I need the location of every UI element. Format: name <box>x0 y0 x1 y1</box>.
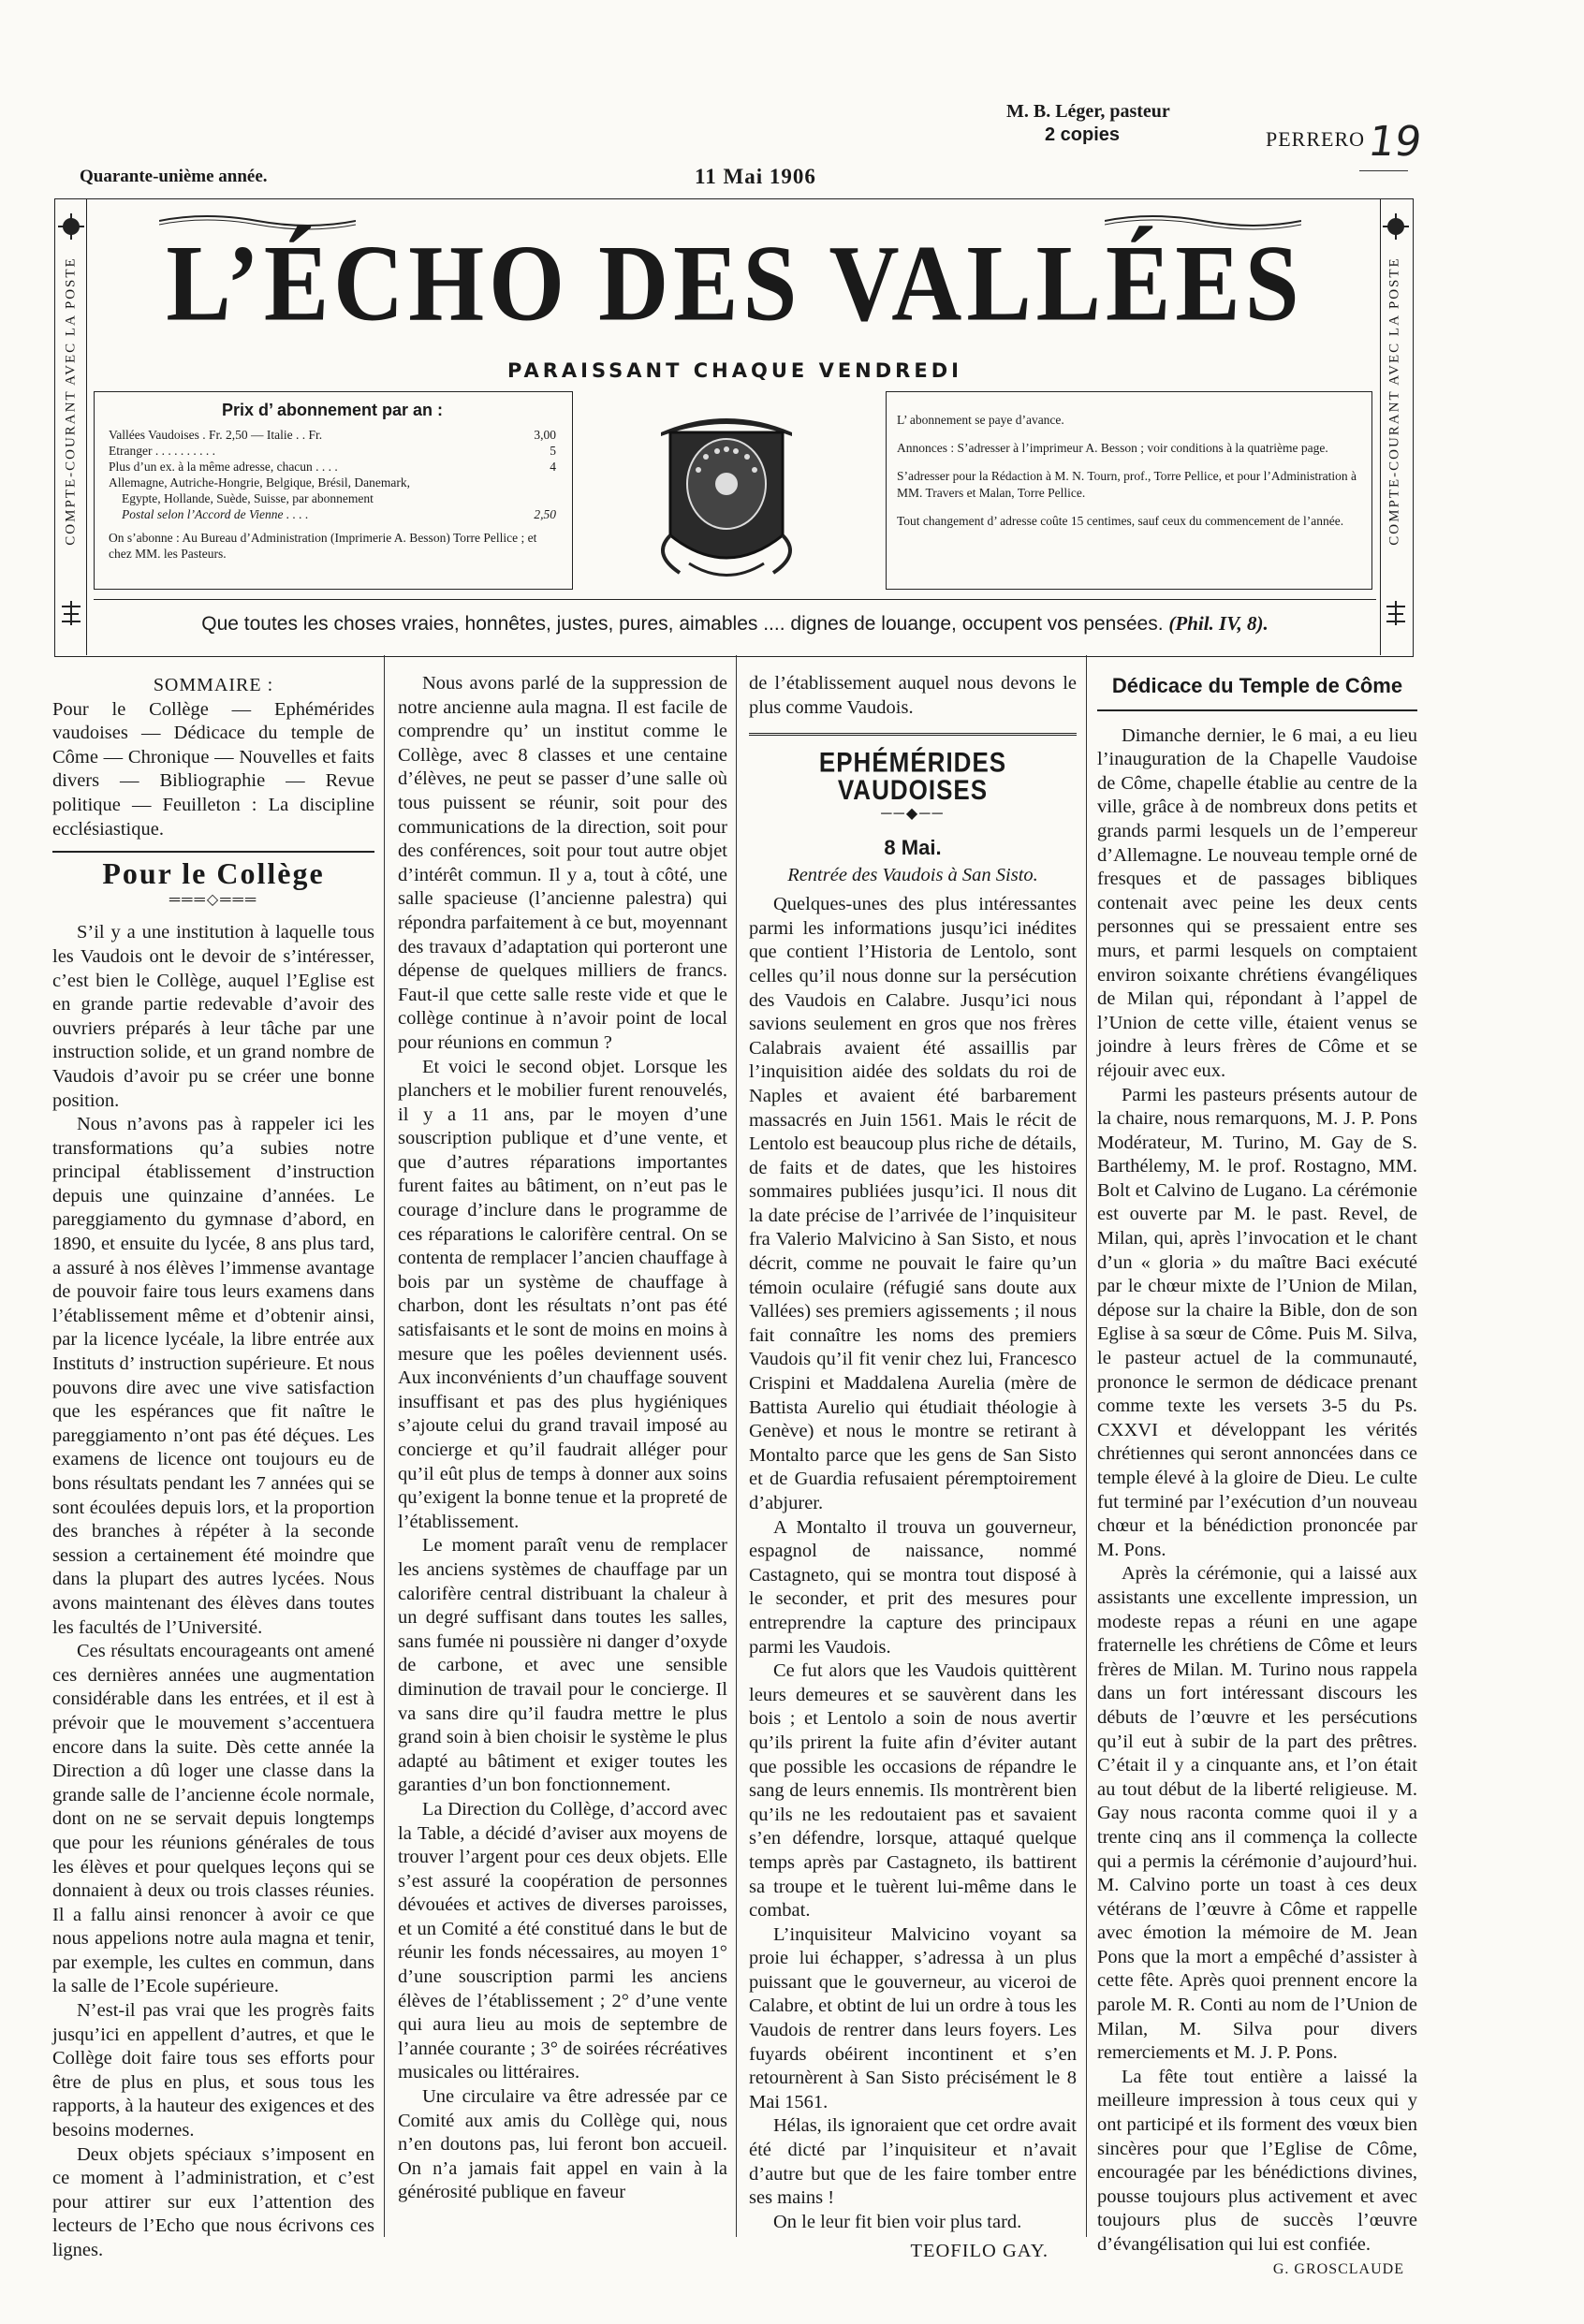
column-separator <box>1086 655 1087 2237</box>
ornament-icon: ──◆── <box>881 806 945 823</box>
sommaire-title: SOMMAIRE : <box>153 675 274 695</box>
vaudois-emblem-icon <box>633 395 820 590</box>
motto-rule <box>94 599 1376 600</box>
price-row: Postal selon l’Accord de Vienne . . . . 2,50 <box>122 507 556 521</box>
notice: Tout changement d’ adresse coûte 15 centimes, sauf ceux du commencement de l’année. <box>897 514 1344 528</box>
motto <box>94 612 1376 636</box>
side-label-right: COMPTE-COURANT AVEC LA POSTE <box>1386 256 1402 546</box>
paragraph: A Montalto il trouva un gouverneur, espagnol de naissance, nommé Castagneto, qui se montra tout disposé à le seconder, et prit des mesures pour entreprendre la capture des principaux parmi les Vaudois. <box>749 1516 1077 1658</box>
divider <box>749 733 1077 736</box>
signature: G. GROSCLAUDE <box>1272 2260 1404 2277</box>
column-separator <box>384 655 385 2237</box>
column-4 <box>1097 672 1417 2281</box>
newspaper-title: L’ÉCHO DES VALLÉES <box>166 223 1304 344</box>
paragraph: Hélas, ils ignoraient que cet ordre avait été dicté par l’inquisiteur et n’avait d’autre but que de les faire tomber entre ses mains ! <box>749 2115 1077 2209</box>
divider <box>52 851 374 853</box>
paragraph: La Direction du Collège, d’accord avec la Table, a décidé d’aviser aux moyens de trouver l’argent pour ces deux objets. Elle s’est assuré la coopération de personnes dévouées et actives de diverses paroisses, et un Comité a été constitué dans le but de réunir les fonds nécessaires, au moyen 1° d’une souscription parmi les anciens élèves de l’établissement ; 2° d’une vente qui aura lieu au mois de septembre de l’année courante ; 3° de soirées récréatives musicales ou littéraires. <box>398 1798 727 2083</box>
paragraph: Ces résultats encourageants ont amené ces dernières années une augmentation considérable dans les entrées, et il est à prévoir que le mouvement s’accentuera encore dans la suite. Dès cette année la Direction a dû loger une classe dans la grande salle de l’ancienne école normale, dont on ne se servait depuis longtemps que pour les réunions générales de tous les élèves et pour quelques leçons qui se donnaient à deux ou trois classes réunies. Il a fallu ainsi renoncer à avoir ce que nous appelions notre aula magna et tenir, par exemple, les cultes en commun, dans la salle de l’Ecole supérieure. <box>52 1641 374 1997</box>
addressee: M. B. Léger, pasteur <box>1006 101 1170 122</box>
paragraph: Après la cérémonie, qui a laissé aux assistants une excellente impression, un modeste repas a réuni en une agape fraternelle les chrétiens de Côme et leurs frères de Milan. M. Turino nous rappela dans un fort intéressant discours les débuts de l’œuvre et les persécutions qu’il eut à subir de la part des prêtres. C’était il y a cinquante ans, et l’on était au tout début de la liberté religieuse. M. Gay nous raconta comme quoi il y a trente cinq ans il commença la collecte qui a permis la cérémonie d’aujourd’hui. M. Calvino porte un toast à ces deux vétérans de l’œuvre à Côme et rappelle avec émotion la mémoire de M. Jean Pons que la mort a empêché d’assister à cette fête. Après quoi prennent encore la parole M. R. Conti au nom de l’Union de Milan, M. Silva pour divers remerciements et M. J. P. Pons. <box>1097 1563 1417 2064</box>
paragraph: On le leur fit bien voir plus tard. <box>773 2211 1022 2232</box>
article-title-ephemerides: EPHÉMÉRIDES VAUDOISES <box>818 745 1007 806</box>
price-row: Allemagne, Autriche-Hongrie, Belgique, Brésil, Danemark, <box>109 475 411 490</box>
price-row: Egypte, Hollande, Suède, Suisse, par abonnement <box>122 491 374 505</box>
side-label-left: COMPTE-COURANT AVEC LA POSTE <box>63 256 79 546</box>
paragraph: de l’établissement auquel nous devons le plus comme Vaudois. <box>749 673 1077 718</box>
place-stamp: PERRERO <box>1266 127 1366 151</box>
column-2 <box>398 672 727 2205</box>
price-row: Vallées Vaudoises . Fr. 2,50 — Italie . . Fr. 3,00 <box>109 428 556 442</box>
paragraph: S’il y a une institution à laquelle tous les Vaudois ont le devoir de s’intéresser, c’est bien le Collège, auquel l’Eglise est en grande partie redevable d’avoir des ouvriers préparés à leur tâche par une instruction solide, et un grand nombre de Vaudois d’avoir pu se créer une bonne position. <box>52 922 374 1111</box>
notices <box>897 412 1360 530</box>
issue-date: 11 Mai 1906 <box>695 165 816 188</box>
paragraph: Quelques-unes des plus intéressantes parmi les informations jusqu’ici inédites que contient l’Historia de Lentolo, sont celles qu’il nous donne sur la persécution des Vaudois en Calabre. Jusqu’ici nous savions seulement en gros que nos frères Calabrais avaient été assaillis par l’inquisition aidée des soldats du roi de Naples et avaient été barbarement massacrés en Juin 1561. Mais le récit de Lentolo est beaucoup plus riche de détails, de faits et de dates, que les histoires sommaires publiées jusqu’ici. Il nous dit la date précise de l’arrivée de l’inquisiteur fra Valerio Malvicino à San Sisto, et nous décrit, comme ne pouvait le faire qu’un témoin oculaire (réfugié sans doute aux Vallées) ses premiers agissements ; il nous fait connaître les noms des premiers Vaudois qu’il fit venir chez lui, Francesco Crispini et Maddalena Aurelia (mère de Battista Aurelio qui étudiait théologie à Genève) et nous le montre se retirant à Montalto parce que les gens de San Sisto et de Guardia refusaient péremptoirement d’abjurer. <box>749 894 1077 1513</box>
price-row: Etranger . . . . . . . . . . 5 <box>109 444 556 458</box>
notice: S’adresser pour la Rédaction à M. N. Tourn, prof., Torre Pellice, et pour l’Administration à MM. Travers et Malan, Torre Pellice. <box>897 469 1357 500</box>
paragraph: Nous avons parlé de la suppression de notre ancienne aula magna. Il est facile de comprendre qu’ un institut comme le Collège, avec 8 classes et une centaine d’élèves, ne peut se passer d’une salle où tous puissent se réunir, soit pour des communications de la direction, soit pour des conférences, soit pour tout autre objet d’intérêt commun. Il y a, tout à côté, une salle spacieuse (l’ancienne palestra) qui répondra parfaitement à ce but, moyennant des travaux d’adaptation qui porteront une dépense de quelques milliers de francs. Faut-il que cette salle reste vide et que le collège continue à n’avoir point de local pour réunions en commun ? <box>398 673 727 1053</box>
number-underline <box>1359 170 1408 171</box>
paragraph: Dimanche dernier, le 6 mai, a eu lieu l’inauguration de la Chapelle Vaudoise de Côme, chapelle établie au centre de la ville, grâce à de nombreux dons petits et grands parmi lesquels un de l’empereur d’Allemagne. Le nouveau temple orné de fresques et de passages bibliques contenait avec peine les deux cents personnes qui se pressaient entre ses murs, et parmi lesquels on comptaient environ soixante chrétiens évangéliques de Milan qui, répondant à l’appel de l’Union de cette ville, étaient venus se joindre à leurs frères de Côme et se réjouir avec eux. <box>1097 724 1417 1081</box>
article-title-dedicace: Dédicace du Temple de Côme <box>1111 674 1403 697</box>
sommaire-text: Pour le Collège — Ephémérides vaudoises — Dédicace du temple de Côme — Chronique — Nouvelles et faits divers — Bibliographie — Revue politique — Feuilleton : La discipline ecclésiastique. <box>52 698 374 840</box>
motto-reference: (Phil. IV, 8). <box>1168 612 1269 635</box>
paragraph: Deux objets spéciaux s’imposent en ce moment à l’administration, et c’est pour attirer sur eux l’attention des lecteurs de l’Echo que nous écrivons ces lignes. <box>52 2143 374 2260</box>
notice: Annonces : S’adresser à l’imprimeur A. Besson ; voir conditions à la quatrième page. <box>897 441 1328 455</box>
subscription-rows <box>109 427 556 562</box>
copies: 2 copies <box>1045 124 1121 145</box>
price-row: Plus d’un ex. à la même adresse, chacun . . . . 4 <box>109 460 556 474</box>
column-1 <box>52 672 374 2263</box>
column-separator <box>736 655 737 2237</box>
article-title-college: Pour le Collège <box>102 856 325 891</box>
subscription-title: Prix d’ abonnement par an : <box>221 401 444 419</box>
paragraph: Le moment paraît venu de remplacer les anciens systèmes de chauffage par un calorifère central distribuant la chaleur à un degré suffisant dans toutes les salles, sans fumée ni poussière ni danger d’oxyde de carbone, et avec une sensible diminution de travail pour le concierge. Il va sans dire qu’il faudra mettre le plus grand soin à bien choisir le système le plus adapté au bâtiment et exiger toutes les garanties d’un bon fonctionnement. <box>398 1535 727 1796</box>
paragraph: Parmi les pasteurs présents autour de la chaire, nous remarquons, M. J. P. Pons Modérateur, M. Turino, M. Gay de S. Barthélemy, M. le prof. Rostagno, MM. Bolt et Calvino de Lugano. La cérémonie est ouverte par M. le past. Revel, de Milan, qui, après l’invocation et le chant d’un « gloria » du maître Baci exécuté par le chœur mixte de l’Union de Milan, dépose sur la chaire la Bible, don de son Eglise à sa sœur de Côme. Puis M. Silva, le pasteur actuel de la communauté, prononce le sermon de dédicace prenant comme texte les versets 3-5 du Ps. CXXVI et développant les vérités chrétiennes qui seront annoncées dans ce temple élevé à la gloire de Dieu. Le culte fut terminé par l’exécution d’un nouveau chœur et la bénédiction prononcée par M. Pons. <box>1097 1084 1417 1560</box>
subscription-note: On s’abonne : Au Bureau d’Administration (Imprimerie A. Besson) Torre Pellice ; et chez MM. les Pasteurs. <box>109 531 537 561</box>
notice: L’ abonnement se paye d’avance. <box>897 413 1064 427</box>
motto-text: Que toutes les choses vraies, honnêtes, justes, pures, aimables .... dignes de louange, occupent vos pensées. <box>201 613 1164 635</box>
newspaper-subtitle: PARAISSANT CHAQUE VENDREDI <box>507 359 962 382</box>
ornament-icon: ═══◇═══ <box>169 891 258 908</box>
paragraph: Une circulaire va être adressée par ce Comité aux amis du Collège qui, nous n’en doutons pas, lui feront bon accueil. On n’a jamais fait appel en vain à la générosité publique en faveur <box>398 2086 727 2203</box>
paragraph: L’inquisiteur Malvicino voyant sa proie lui échapper, s’adressa à un plus puissant que le gouverneur, au viceroi de Calabre, et obtint de lui un ordre à tous les Vaudois de rentrer dans leurs foyers. Les fuyards obéirent incontinent et s’en retournèrent à San Sisto précisément le 8 Mai 1561. <box>749 1923 1077 2112</box>
paragraph: N’est-il pas vrai que les progrès faits jusqu’ici en appellent d’autres, et que le Collège doit faire tous ses efforts pour être de plus en plus, et sous tous les rapports, à la hauteur des exigences et des besoins modernes. <box>52 2000 374 2141</box>
ephemeride-subtitle: Rentrée des Vaudois à San Sisto. <box>787 864 1038 885</box>
paragraph: Nous n’avons pas à rappeler ici les transformations qu’a subies notre principal établissement d’instruction depuis une quinzaine d’années. Le pareggiamento du gymnase d’abord, en 1890, et ensuite du lycée, 8 ans plus tard, a assuré à nos élèves l’immense avantage de pouvoir faire tous leurs examens dans l’établissement même et d’obtenir ainsi, par la licence lycéale, la libre entrée aux Instituts d’ instruction supérieure. Et nous pouvons dire avec une vive satisfaction que les espérances que fit naître le pareggiamento n’ont pas été déçues. Les examens de licence ont toujours eu de bons résultats pendant les 7 années qui se sont écoulées depuis lors, et la proportion des branches à répéter à la seconde session a certainement été moindre que dans la plupart des autres lycées. Nous avons maintenant des élèves dans toutes les facultés de l’Université. <box>52 1114 374 1638</box>
signature: TEOFILO GAY. <box>910 2241 1049 2262</box>
year-label: Quarante-unième année. <box>80 167 268 186</box>
paragraph: La fête tout entière a laissé la meilleure impression à tous ceux qui y ont participé et ils forment des vœux bien sincères pour que l’Eglise de Côme, encouragée par les bénédictions divines, pousse toujours plus activement et avec toujours plus de succès l’œuvre d’évangélisation qui lui est confiée. <box>1097 2066 1417 2255</box>
column-3 <box>749 672 1077 2264</box>
paragraph: Et voici le second objet. Lorsque les planchers et le mobilier furent renouvelés, il y a 11 ans, par le moyen d’une souscription publique et d’une vente, et que d’autres réparations importantes furent faites au bâtiment, on n’eut pas le courage d’inclure dans le programme de ces réparations le calorifère central. On se contenta de remplacer l’ancien chauffage à bois par un système de chauffage à charbon, dont les résultats n’ont pas été satisfaisants et le sont de moins en moins à mesure que les poêles deviennent usés. Aux inconvénients d’un chauffage souvent insuffisant et pas des plus hygiéniques s’ajoute celui du grand travail imposé au concierge et qu’il faudrait alléger pour qu’il eût plus de temps à donner aux soins qu’exigent la bonne tenue et la propreté de l’établissement. <box>398 1056 727 1532</box>
ephemeride-date: 8 Mai. <box>884 835 942 859</box>
divider <box>1097 709 1417 711</box>
paragraph: Ce fut alors que les Vaudois quittèrent leurs demeures et se sauvèrent dans les bois ; et Lentolo a soin de nous avertir qu’ils prirent la fuite afin d’éviter autant que possible les occasions de répandre le sang de leurs ennemis. Ils montrèrent bien qu’ils ne les redoutaient pas et savaient s’en défendre, lorsque, attaqué quelque temps après par Castagneto, ils battirent sa troupe et le tuèrent lui-même dans le combat. <box>749 1660 1077 1922</box>
handwritten-number: 19 <box>1365 118 1425 166</box>
